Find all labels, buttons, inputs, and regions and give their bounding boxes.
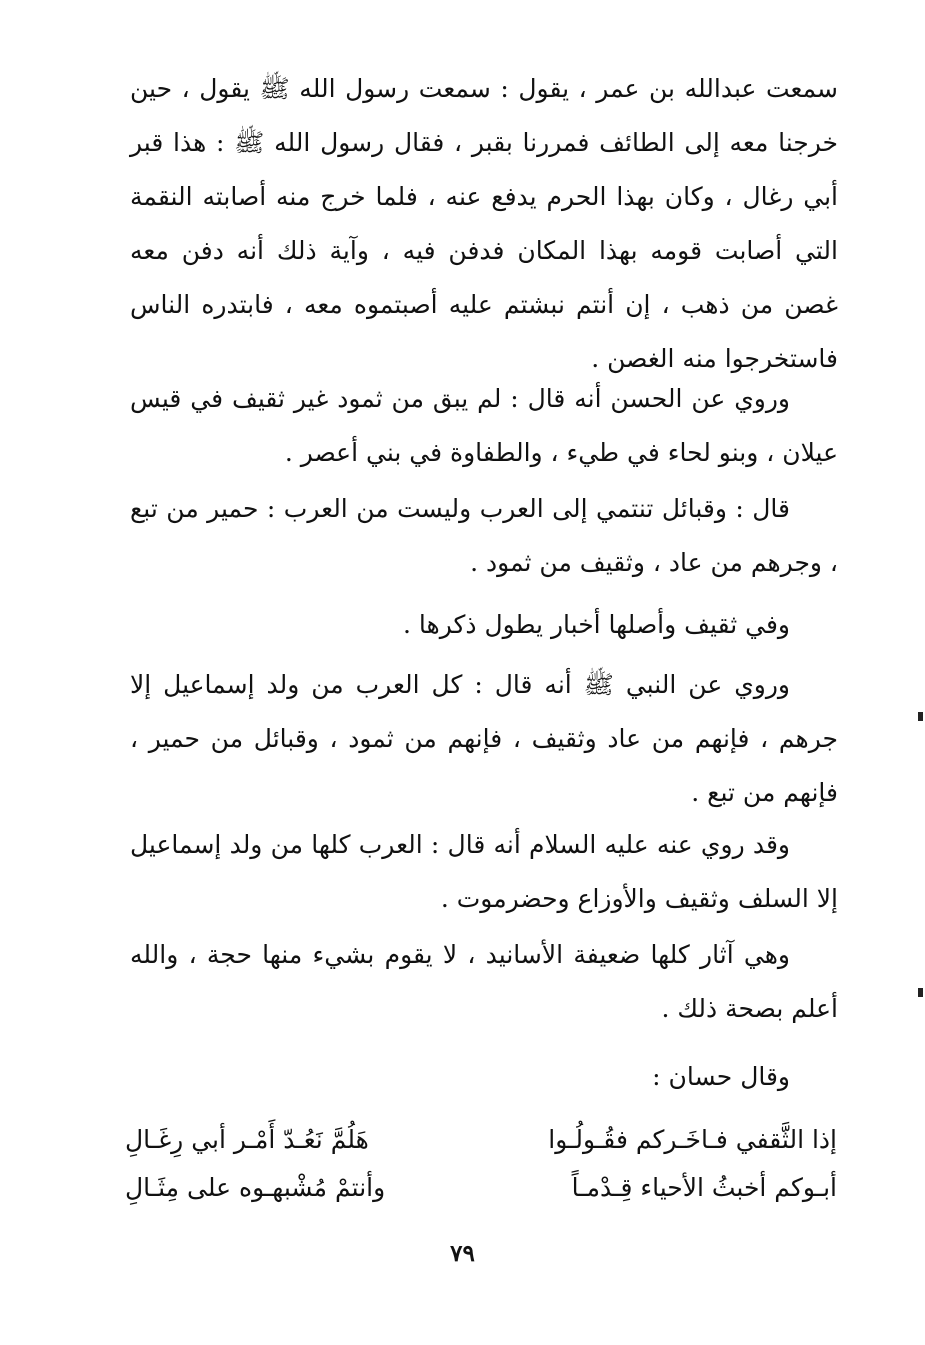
page-number: ٧٩	[450, 1240, 475, 1267]
paragraph-5: وروي عن النبي ﷺ أنه قال : كل العرب من ولد إسماعيل إلا جرهم ، فإنهم من عاد وثقيف ، فإنهم من ثمود ، وقبائل من حمير ، فإنهم من تبع .	[130, 670, 838, 807]
paragraph-6: وقد روي عنه عليه السلام أنه قال : العرب كلها من ولد إسماعيل إلا السلف وثقيف والأوزاع وحضرموت .	[130, 830, 838, 913]
verse-1-first-hemistich: إذا الثَّقفي فـاخَـركم فقُـولُـوا	[548, 1124, 837, 1154]
paragraph-4: وفي ثقيف وأصلها أخبار يطول ذكرها .	[403, 610, 790, 639]
verse-line-1	[125, 1116, 837, 1162]
verse-2-first-hemistich: أبـوكم أخبثُ الأحياء قِـدْمـاً	[571, 1172, 837, 1202]
paragraph-8: وقال حسان :	[652, 1062, 790, 1091]
verse-2-second-hemistich: وأنتمْ مُشْبهـوه على مِثَـالِ	[125, 1172, 386, 1202]
verse-line-2	[125, 1164, 837, 1210]
paragraph-3: قال : وقبائل تنتمي إلى العرب وليست من العرب : حمير من تبع ، وجرهم من عاد ، وثقيف من ثمود .	[130, 494, 838, 577]
paragraph-1: سمعت عبدالله بن عمر ، يقول : سمعت رسول الله ﷺ يقول ، حين خرجنا معه إلى الطائف فمررنا بقبر ، فقال رسول الله ﷺ : هذا قبر أبي رغال ، وكان بهذا الحرم يدفع عنه ، فلما خرج منه أصابته النقمة التي أصابت قومه بهذا المكان فدفن فيه ، وآية ذلك أنه دفن معه غصن من ذهب ، إن أنتم نبشتم عليه أصبتموه معه ، فابتدره الناس فاستخرجوا منه الغصن .	[130, 74, 838, 373]
paragraph-2: وروي عن الحسن أنه قال : لم يبق من ثمود غير ثقيف في قيس عيلان ، وبنو لحاء في طيء ، والطفاوة في بني أعصر .	[130, 384, 838, 467]
verse-1-second-hemistich: هَلُمَّ نَعُـدّ أَمْـر أبي رِغَـالِ	[125, 1124, 369, 1154]
scan-mark	[918, 988, 923, 997]
paragraph-7: وهي آثار كلها ضعيفة الأسانيد ، لا يقوم بشيء منها حجة ، والله أعلم بصحة ذلك .	[130, 940, 838, 1023]
scan-mark	[918, 712, 923, 721]
